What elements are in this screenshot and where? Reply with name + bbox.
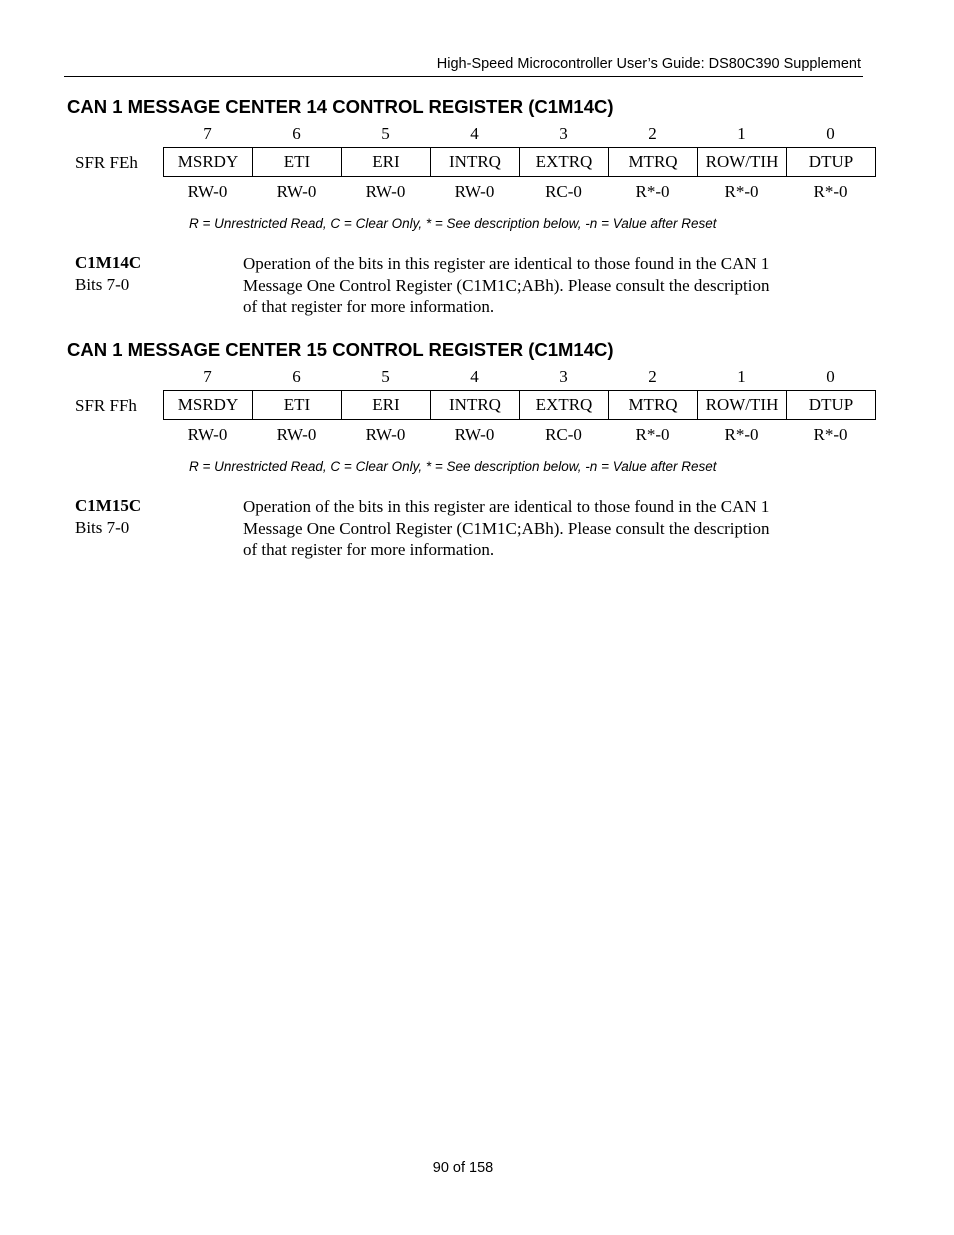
register-bit-table	[163, 147, 876, 177]
section-heading: CAN 1 MESSAGE CENTER 14 CONTROL REGISTER (C1M14C)	[67, 96, 614, 117]
reset-value: RW-0	[365, 425, 406, 444]
description-line: Operation of the bits in this register are identical to those found in the CAN 1	[243, 497, 770, 516]
bit-name-cell: ETI	[253, 148, 342, 176]
page-number: 90 of 158	[432, 1160, 494, 1176]
reset-value-row	[163, 182, 875, 202]
bit-number-row	[163, 367, 875, 387]
reset-value: R*-0	[724, 425, 759, 444]
reset-value: RC-0	[545, 182, 582, 201]
access-legend: R = Unrestricted Read, C = Clear Only, * = See description below, -n = Value after Reset	[189, 216, 717, 231]
bit-number: 1	[737, 124, 746, 143]
bit-number: 5	[381, 367, 390, 386]
bit-number: 3	[559, 124, 568, 143]
bit-name-cell: INTRQ	[431, 148, 520, 176]
bit-number: 6	[292, 124, 301, 143]
reset-value: RC-0	[545, 425, 582, 444]
bit-number: 1	[737, 367, 746, 386]
description-line: of that register for more information.	[243, 540, 495, 559]
reset-value: RW-0	[454, 425, 495, 444]
reset-value: R*-0	[635, 425, 670, 444]
bit-name-cell: MTRQ	[609, 391, 698, 419]
bit-name-cell: DTUP	[787, 391, 876, 419]
reset-value: R*-0	[813, 182, 848, 201]
bit-name-cell: INTRQ	[431, 391, 520, 419]
bit-number: 3	[559, 367, 568, 386]
description-bits-label: Bits 7-0	[75, 275, 130, 294]
bit-name-cell: ROW/TIH	[698, 148, 787, 176]
bit-name-cell: EXTRQ	[520, 148, 609, 176]
sfr-address: SFR FEh	[75, 153, 138, 172]
reset-value: RW-0	[187, 425, 228, 444]
access-legend: R = Unrestricted Read, C = Clear Only, * = See description below, -n = Value after Reset	[189, 459, 717, 474]
bit-number: 6	[292, 367, 301, 386]
reset-value: RW-0	[454, 182, 495, 201]
reset-value: RW-0	[276, 182, 317, 201]
page-header	[64, 54, 863, 77]
bit-number: 5	[381, 124, 390, 143]
reset-value: R*-0	[724, 182, 759, 201]
bit-number: 2	[648, 124, 657, 143]
bit-number-row	[163, 124, 875, 144]
bit-number: 7	[203, 124, 212, 143]
reset-value: R*-0	[635, 182, 670, 201]
bit-number: 7	[203, 367, 212, 386]
reset-value: RW-0	[276, 425, 317, 444]
bit-name-cell: MSRDY	[164, 148, 253, 176]
description-text	[243, 496, 843, 561]
sfr-address: SFR FFh	[75, 396, 137, 415]
description-line: Operation of the bits in this register are identical to those found in the CAN 1	[243, 254, 770, 273]
reset-value: RW-0	[187, 182, 228, 201]
bit-name-cell: MSRDY	[164, 391, 253, 419]
description-register-name: C1M14C	[75, 253, 142, 272]
bit-name-cell: ERI	[342, 391, 431, 419]
register-bit-table	[163, 390, 876, 420]
bit-number: 0	[826, 367, 835, 386]
description-bits-label: Bits 7-0	[75, 518, 130, 537]
reset-value: R*-0	[813, 425, 848, 444]
section-heading: CAN 1 MESSAGE CENTER 15 CONTROL REGISTER (C1M14C)	[67, 339, 614, 360]
bit-name-cell: ROW/TIH	[698, 391, 787, 419]
bit-name-cell: EXTRQ	[520, 391, 609, 419]
reset-value: RW-0	[365, 182, 406, 201]
bit-name-cell: DTUP	[787, 148, 876, 176]
description-line: Message One Control Register (C1M1C;ABh). Please consult the description	[243, 275, 770, 295]
bit-number: 4	[470, 124, 479, 143]
description-register-name: C1M15C	[75, 496, 142, 515]
header-title: High-Speed Microcontroller User’s Guide: DS80C390 Supplement	[436, 56, 861, 72]
bit-number: 0	[826, 124, 835, 143]
reset-value-row	[163, 425, 875, 445]
bit-name-cell: ERI	[342, 148, 431, 176]
description-line: Message One Control Register (C1M1C;ABh). Please consult the description	[243, 518, 770, 538]
bit-name-cell: ETI	[253, 391, 342, 419]
description-text	[243, 253, 843, 318]
bit-name-cell: MTRQ	[609, 148, 698, 176]
description-line: of that register for more information.	[243, 297, 495, 316]
bit-number: 4	[470, 367, 479, 386]
bit-number: 2	[648, 367, 657, 386]
